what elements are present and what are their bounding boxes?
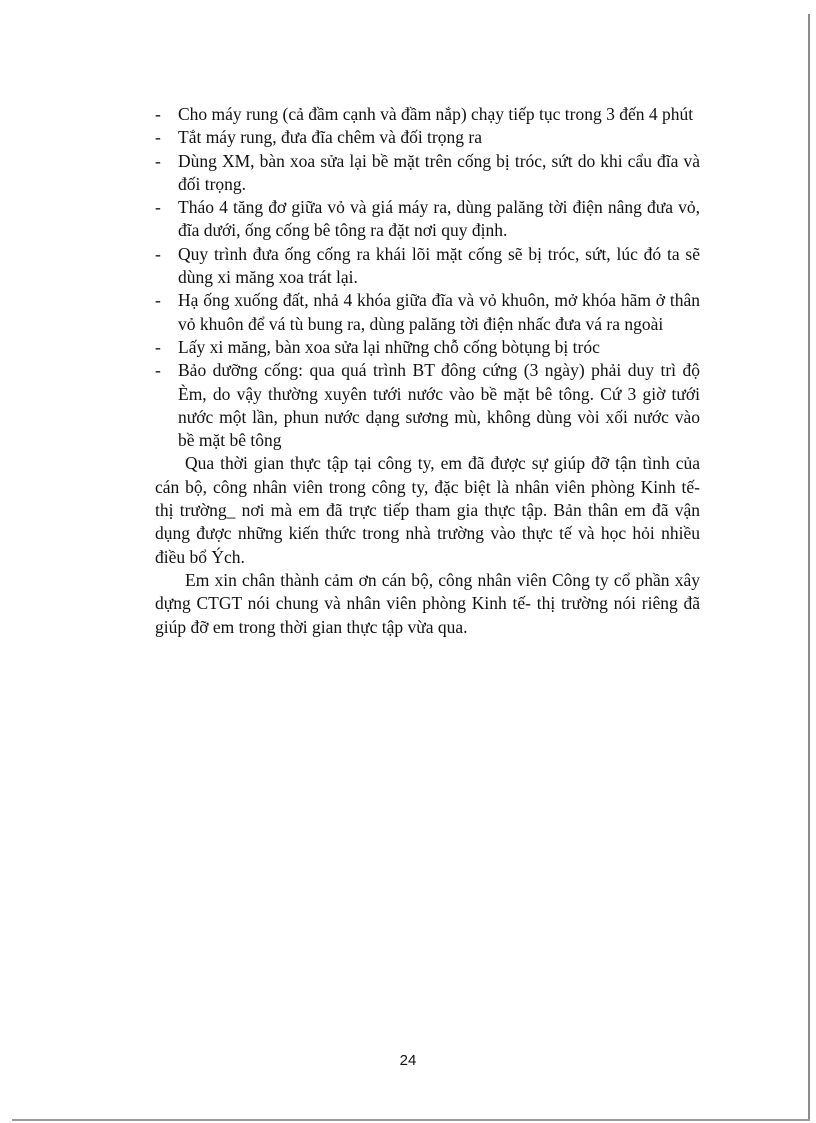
page-shadow-right: [808, 14, 810, 1119]
list-item-text: Bảo dưỡng cống: qua quá trình BT đông cứng (3 ngày) phải duy trì độ Èm, do vậy thường xuyên tưới nước vào bề mặt bê tông. Cứ 3 giờ tưới nước một lần, phun nước dạng sương mù, không dùng vòi xối nước vào bề mặt bê tông: [178, 360, 700, 451]
list-item: [155, 196, 700, 243]
bullet-dash: -: [155, 243, 161, 264]
list-item-text: Cho máy rung (cả đầm cạnh và đầm nắp) chạy tiếp tục trong 3 đến 4 phút: [178, 104, 694, 124]
list-item-text: Dùng XM, bàn xoa sửa lại bề mặt trên cống bị tróc, sứt do khi cẩu đĩa và đối trọng.: [178, 150, 700, 194]
list-item: [155, 150, 700, 197]
list-item-text: Hạ ống xuống đất, nhả 4 khóa giữa đĩa và vỏ khuôn, mở khóa hãm ở thân vỏ khuôn để vá tù bung ra, dùng palăng tời điện nhấc đưa vá ra ngoài: [178, 290, 700, 334]
bullet-dash: -: [155, 197, 161, 218]
list-item-text: Tắt máy rung, đưa đĩa chêm và đối trọng ra: [178, 127, 482, 148]
paragraph-acknowledgement: Em xin chân thành cảm ơn cán bộ, công nhân viên Công ty cổ phần xây dựng CTGT nói chung và nhân viên phòng Kinh tế- thị trường nói riêng đã giúp đỡ em trong thời gian thực tập vừa qua.: [155, 569, 700, 637]
list-item-text: Tháo 4 tăng đơ giữa vỏ và giá máy ra, dùng palăng tời điện nâng đưa vỏ, đĩa dưới, ống cống bê tông ra đặt nơi quy định.: [178, 197, 700, 241]
list-item: [155, 289, 700, 336]
bullet-dash: -: [155, 104, 161, 124]
bullet-dash: -: [155, 360, 161, 381]
page-content: [155, 103, 700, 639]
list-item: [155, 103, 700, 126]
procedure-list: [155, 103, 700, 452]
list-item: [155, 359, 700, 452]
list-item: [155, 126, 700, 149]
bullet-dash: -: [155, 150, 161, 171]
bullet-dash: -: [155, 290, 161, 311]
list-item-text: Lấy xi măng, bàn xoa sửa lại những chỗ cống bòtụng bị tróc: [178, 336, 600, 357]
bullet-dash: -: [155, 127, 161, 148]
page-shadow-bottom: [12, 1119, 810, 1121]
list-item-text: Quy trình đưa ống cống ra khái lõi mặt cống sẽ bị tróc, sứt, lúc đó ta sẽ dùng xi măng xoa trát lại.: [178, 243, 700, 288]
list-item: [155, 336, 700, 359]
bullet-dash: -: [155, 336, 161, 357]
page-number: 24: [399, 1052, 417, 1069]
list-item: [155, 243, 700, 290]
paragraph-internship-summary: Qua thời gian thực tập tại công ty, em đã được sự giúp đỡ tận tình của cán bộ, công nhân viên trong công ty, đặc biệt là nhân viên phòng Kinh tế- thị trường_ nơi mà em đã trực tiếp tham gia thực tập. Bản thân em đã vận dụng được những kiến thức trong nhà trường vào thực tế và học hỏi nhiều điều bổ Ých.: [155, 453, 700, 567]
